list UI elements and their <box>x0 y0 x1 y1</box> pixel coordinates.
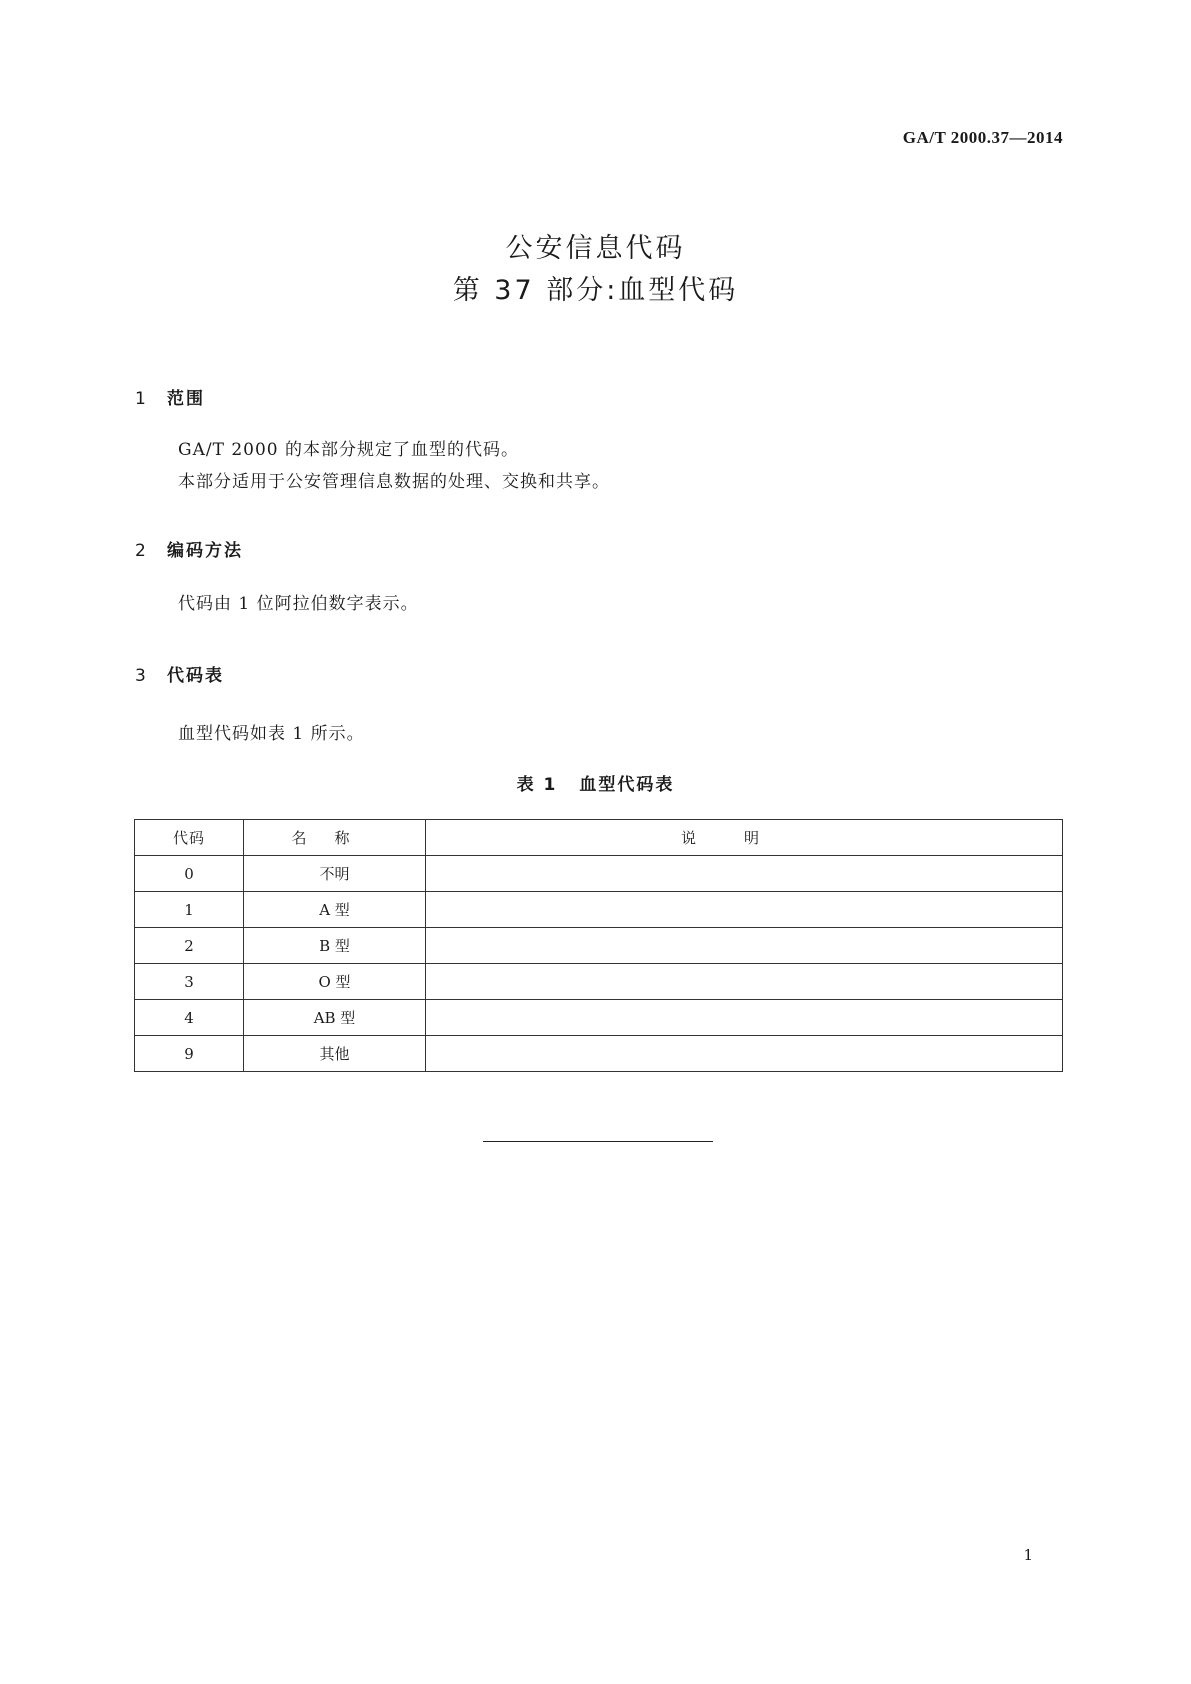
paragraph: 本部分适用于公安管理信息数据的处理、交换和共享。 <box>178 472 610 492</box>
cell-code: 4 <box>135 1000 244 1036</box>
section-title: 编码方法 <box>167 541 243 561</box>
section-number: 2 <box>135 541 148 561</box>
table-row <box>135 964 1063 1000</box>
title-main: 公安信息代码 <box>505 233 686 264</box>
document-title <box>0 228 1191 312</box>
cell-name: O 型 <box>244 964 426 1000</box>
standard-number: GA/T 2000.37—2014 <box>902 128 1063 147</box>
cell-code: 0 <box>135 856 244 892</box>
cell-note <box>426 1036 1063 1072</box>
blood-type-code-table <box>134 819 1063 1072</box>
table-row <box>135 856 1063 892</box>
end-of-document-rule <box>483 1141 713 1142</box>
cell-note <box>426 892 1063 928</box>
section-heading-scope <box>135 384 205 409</box>
page-number: 1 <box>1023 1546 1033 1564</box>
section-heading-code-table <box>135 661 224 686</box>
cell-note <box>426 964 1063 1000</box>
table-row <box>135 1000 1063 1036</box>
cell-note <box>426 856 1063 892</box>
paragraph: GA/T 2000 的本部分规定了血型的代码。 <box>178 440 519 460</box>
table-caption-number: 表 1 <box>516 775 558 795</box>
title-part: 第 37 部分:血型代码 <box>452 275 739 306</box>
table-row <box>135 928 1063 964</box>
cell-code: 3 <box>135 964 244 1000</box>
cell-note <box>426 1000 1063 1036</box>
cell-note <box>426 928 1063 964</box>
table-caption-title: 血型代码表 <box>579 775 675 795</box>
cell-name: 不明 <box>244 856 426 892</box>
cell-code: 2 <box>135 928 244 964</box>
section-heading-encoding <box>135 536 243 561</box>
paragraph: 代码由 1 位阿拉伯数字表示。 <box>178 594 419 614</box>
column-header-name: 名称 <box>244 820 426 856</box>
cell-name: B 型 <box>244 928 426 964</box>
column-header-code: 代码 <box>135 820 244 856</box>
section-number: 3 <box>135 666 148 686</box>
table-row <box>135 892 1063 928</box>
table-caption <box>0 770 1191 795</box>
cell-name: A 型 <box>244 892 426 928</box>
cell-name: AB 型 <box>244 1000 426 1036</box>
section-title: 范围 <box>167 389 205 409</box>
cell-name: 其他 <box>244 1036 426 1072</box>
section-title: 代码表 <box>167 666 224 686</box>
table-header-row <box>135 820 1063 856</box>
table-row <box>135 1036 1063 1072</box>
cell-code: 1 <box>135 892 244 928</box>
section-number: 1 <box>135 389 148 409</box>
column-header-note: 说明 <box>426 820 1063 856</box>
cell-code: 9 <box>135 1036 244 1072</box>
paragraph: 血型代码如表 1 所示。 <box>178 724 365 744</box>
